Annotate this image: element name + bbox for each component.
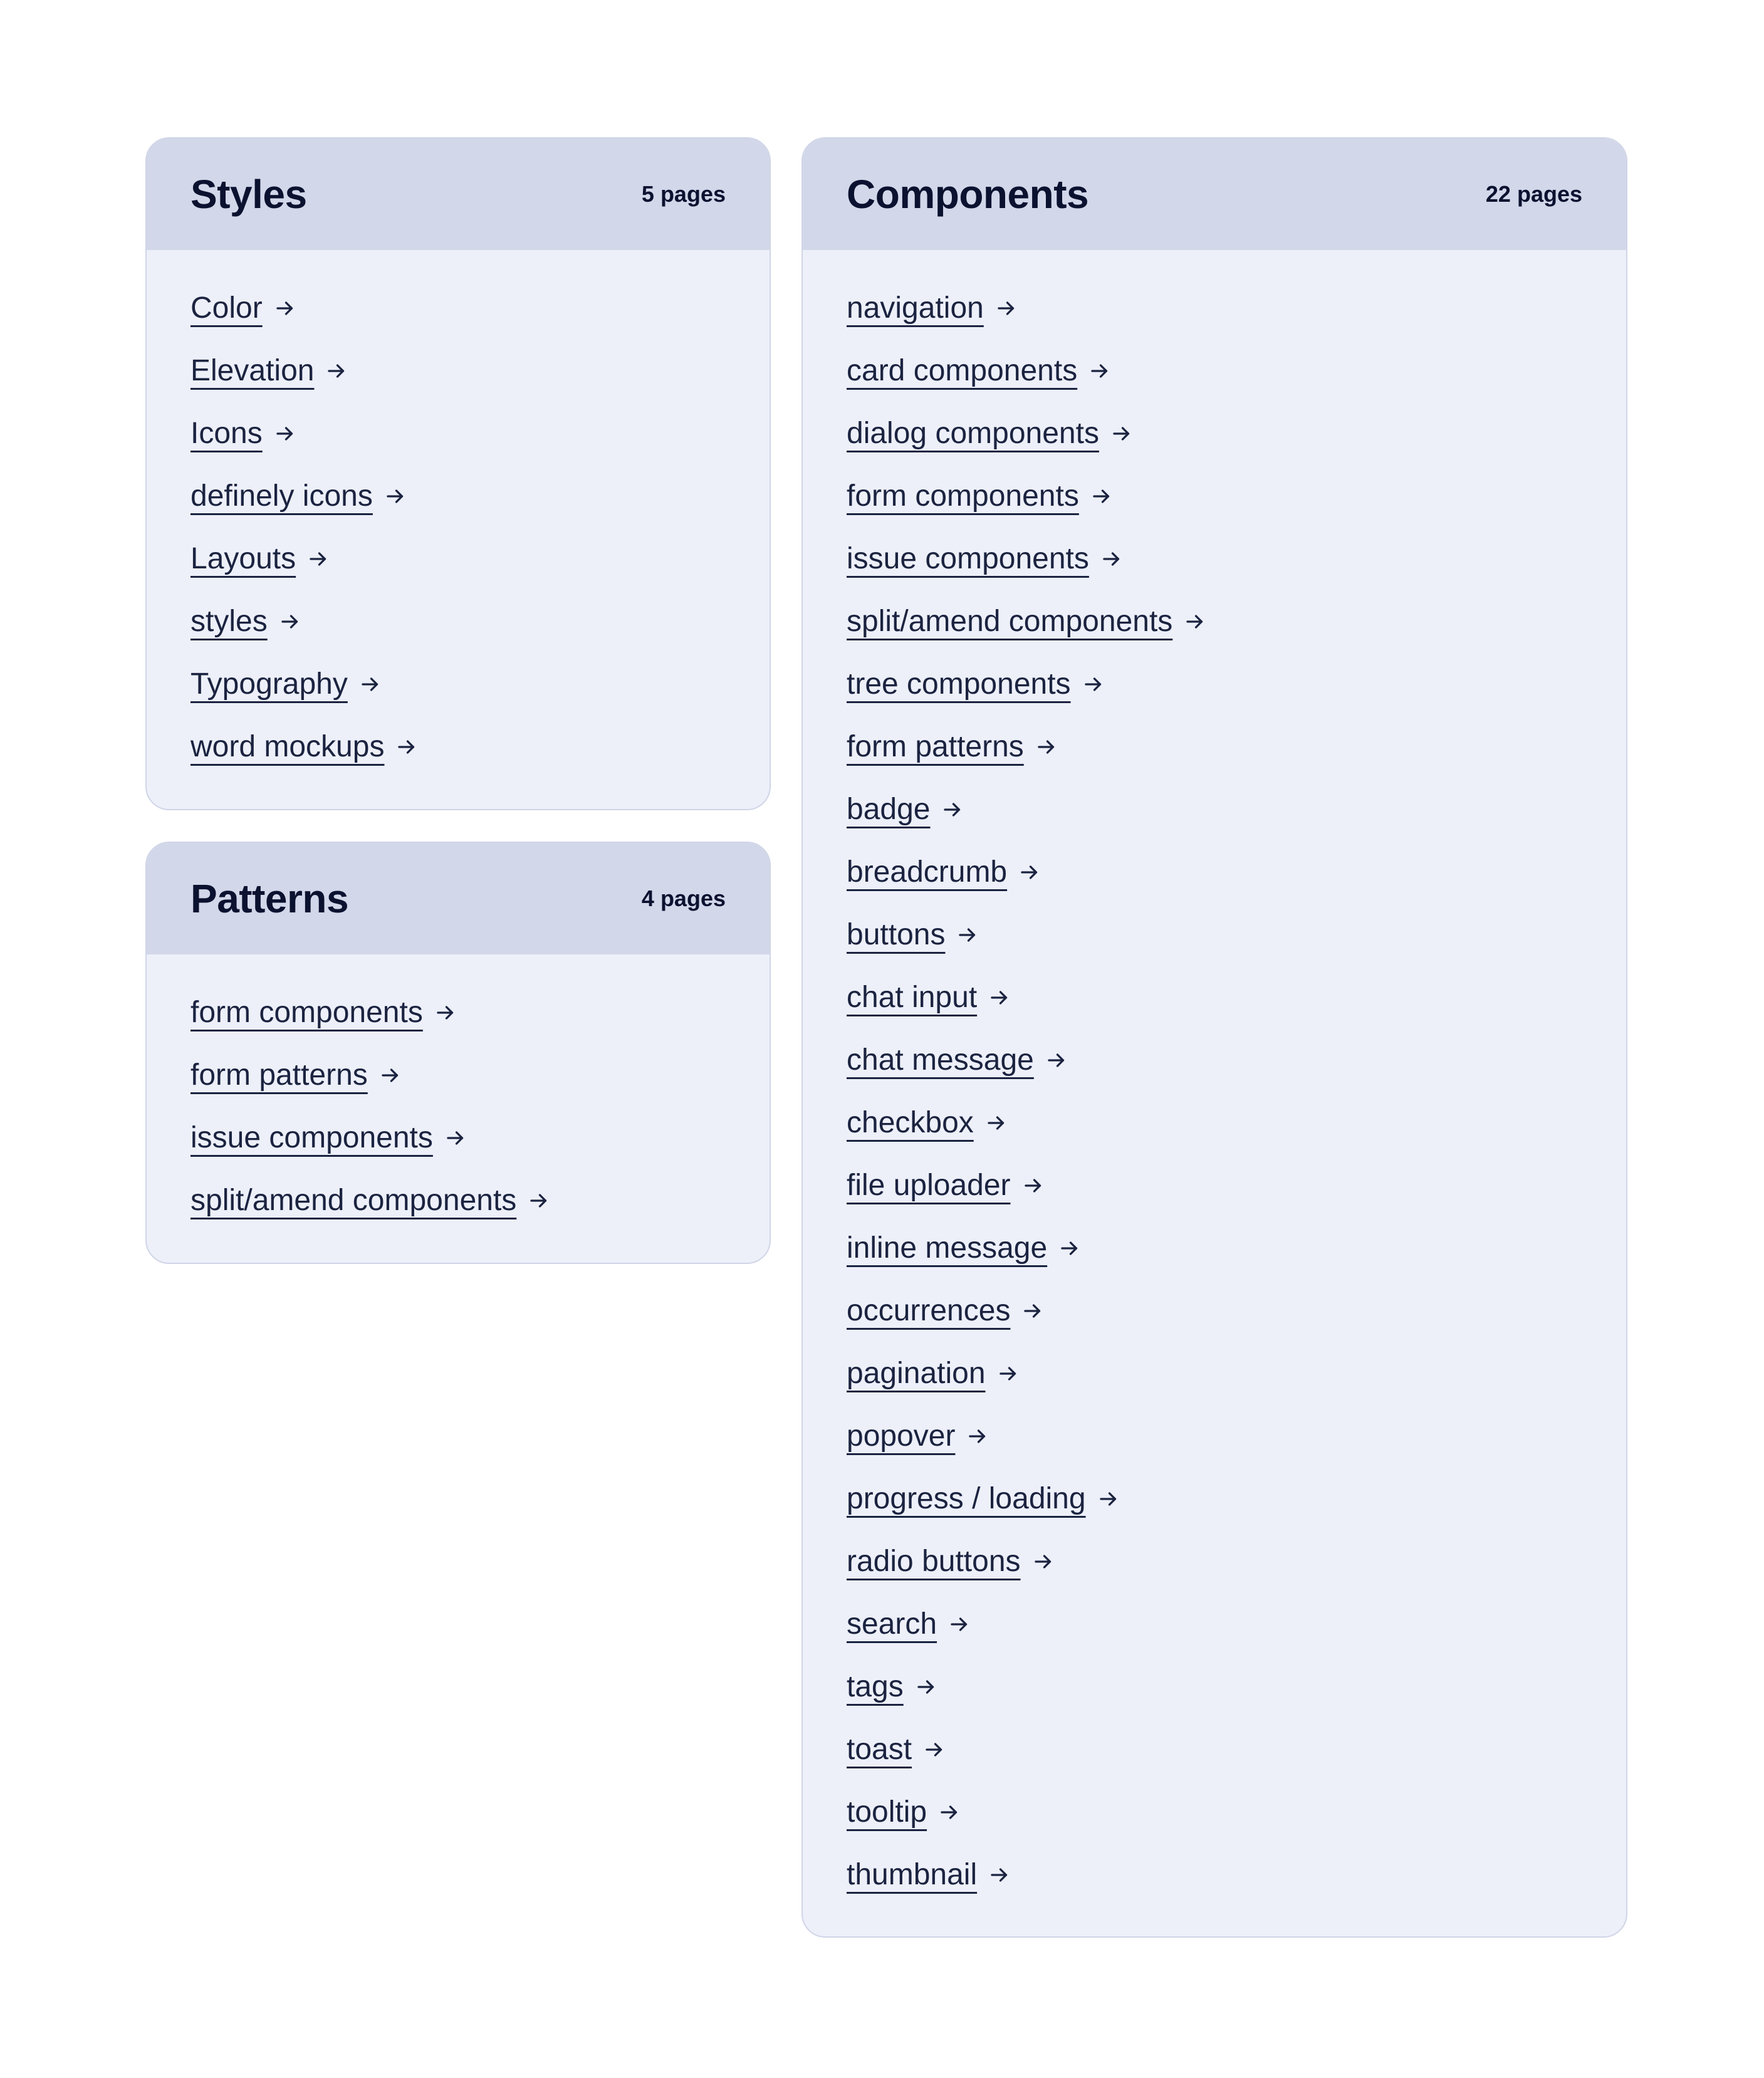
arrow-right-icon [1100,548,1123,570]
page-link-label: buttons [847,918,946,951]
list-item [190,1053,770,1116]
arrow-right-icon [923,1738,946,1761]
list-item [847,1414,1626,1477]
arrow-right-icon [1045,1049,1068,1072]
styles-card-header [147,138,770,250]
arrow-right-icon [988,986,1011,1009]
list-item [847,1038,1626,1101]
list-item [847,349,1626,412]
page-link-label: occurrences [847,1294,1011,1327]
list-item [847,976,1626,1038]
list-item [847,1477,1626,1540]
components-page-link[interactable] [847,1477,1120,1521]
components-page-link[interactable] [847,976,1011,1020]
styles-page-link[interactable] [190,537,330,581]
list-item [847,1790,1626,1853]
arrow-right-icon [1032,1550,1055,1573]
components-page-link[interactable] [847,1101,1008,1145]
patterns-card-title: Patterns [190,876,349,921]
list-item [190,349,770,412]
list-item [847,1352,1626,1414]
arrow-right-icon [1021,1300,1044,1322]
list-item [190,1116,770,1179]
arrow-right-icon [279,610,301,633]
arrow-right-icon [985,1112,1008,1134]
arrow-right-icon [1110,422,1133,445]
components-card-header [803,138,1626,250]
list-item [847,662,1626,725]
list-item [190,412,770,474]
components-page-link[interactable] [847,725,1058,769]
page-link-label: word mockups [190,730,385,763]
arrow-right-icon [938,1801,961,1824]
styles-card-title: Styles [190,172,307,217]
components-page-link[interactable] [847,1414,989,1458]
list-item [847,1665,1626,1728]
list-item [847,1728,1626,1790]
page-link-label: popover [847,1419,956,1453]
list-item [190,286,770,349]
styles-page-count: 5 pages [641,181,726,207]
arrow-right-icon [379,1064,402,1087]
arrow-right-icon [1058,1237,1081,1260]
page-link-label: toast [847,1733,912,1766]
components-page-link[interactable] [847,349,1111,393]
arrow-right-icon [325,360,348,382]
list-item [847,600,1626,662]
arrow-right-icon [941,798,964,821]
page-link-label: breadcrumb [847,855,1008,889]
arrow-right-icon [1184,610,1206,633]
arrow-right-icon [307,548,330,570]
page-link-label: chat message [847,1043,1034,1077]
page-link-label: card components [847,354,1078,387]
page-link-label: radio buttons [847,1545,1021,1578]
page-link-label: form components [190,996,423,1029]
components-page-link[interactable] [847,913,979,957]
arrow-right-icon [995,297,1018,320]
list-item [847,1226,1626,1289]
patterns-page-count: 4 pages [641,885,726,911]
components-page-link[interactable] [847,600,1206,644]
components-page-link[interactable] [847,1164,1045,1208]
page-link-label: Color [190,291,263,325]
list-item [847,1853,1626,1916]
page-link-label: form patterns [847,730,1024,763]
arrow-right-icon [1018,861,1041,884]
page-link-label: navigation [847,291,984,325]
page-link-label: dialog components [847,417,1099,450]
arrow-right-icon [274,422,296,445]
components-page-link[interactable] [847,1352,1020,1396]
page-link-label: tooltip [847,1795,927,1829]
patterns-page-link[interactable] [190,1053,402,1097]
components-page-link[interactable] [847,1602,971,1646]
components-page-link[interactable] [847,537,1123,581]
page-link-label: Icons [190,417,263,450]
styles-page-link[interactable] [190,600,301,644]
styles-page-link[interactable] [190,662,382,706]
arrow-right-icon [966,1425,989,1448]
arrow-right-icon [1090,485,1113,508]
list-item [847,1540,1626,1602]
arrow-right-icon [1088,360,1111,382]
page-link-label: issue components [190,1121,433,1154]
arrow-right-icon [948,1613,971,1636]
components-page-link[interactable] [847,474,1113,518]
components-page-link[interactable] [847,1728,946,1772]
components-page-link[interactable] [847,412,1133,456]
arrow-right-icon [1082,673,1105,696]
styles-page-link[interactable] [190,474,407,518]
arrow-right-icon [988,1864,1011,1886]
components-card-title: Components [847,172,1089,217]
page-link-label: Layouts [190,542,296,575]
patterns-page-link[interactable] [190,1179,550,1223]
components-page-link[interactable] [847,1226,1081,1270]
list-item [190,537,770,600]
arrow-right-icon [384,485,407,508]
components-page-link[interactable] [847,788,964,832]
patterns-link-list [147,954,770,1241]
page-link-label: pagination [847,1357,986,1390]
arrow-right-icon [915,1676,937,1698]
list-item [847,788,1626,850]
page-link-label: checkbox [847,1106,974,1139]
list-item [847,913,1626,976]
components-page-link[interactable] [847,850,1041,894]
components-page-count: 22 pages [1485,181,1582,207]
page-link-label: definely icons [190,479,373,513]
components-link-list [803,250,1626,1916]
page-link-label: form patterns [190,1058,368,1092]
list-item [847,537,1626,600]
components-page-link[interactable] [847,1038,1068,1082]
styles-page-link[interactable] [190,349,348,393]
page-link-label: tags [847,1670,904,1703]
arrow-right-icon [1022,1174,1045,1197]
components-page-link[interactable] [847,1790,961,1834]
components-page-link[interactable] [847,1289,1044,1333]
page-link-label: split/amend components [190,1184,517,1217]
page-link-label: search [847,1607,937,1641]
page-link-label: chat input [847,981,978,1014]
arrow-right-icon [434,1001,457,1024]
list-item [847,286,1626,349]
components-page-link[interactable] [847,286,1018,330]
list-item [847,1602,1626,1665]
list-item [190,600,770,662]
list-item [847,1164,1626,1226]
page-link-label: file uploader [847,1169,1011,1202]
list-item [847,725,1626,788]
list-item [190,662,770,725]
page-link-label: form components [847,479,1079,513]
components-page-link[interactable] [847,1853,1011,1897]
arrow-right-icon [1035,736,1058,758]
list-item [847,1289,1626,1352]
arrow-right-icon [1097,1488,1120,1510]
page-link-label: thumbnail [847,1858,978,1891]
arrow-right-icon [997,1362,1020,1385]
components-page-link[interactable] [847,1540,1055,1584]
page-link-label: progress / loading [847,1482,1086,1515]
page-link-label: Elevation [190,354,315,387]
arrow-right-icon [395,736,418,758]
list-item [847,474,1626,537]
arrow-right-icon [444,1127,467,1149]
components-card [801,137,1627,1938]
arrow-right-icon [528,1189,550,1212]
arrow-right-icon [274,297,296,320]
list-item [190,725,770,788]
arrow-right-icon [956,924,979,946]
patterns-page-link[interactable] [190,1116,467,1160]
list-item [847,412,1626,474]
patterns-page-link[interactable] [190,991,457,1035]
styles-page-link[interactable] [190,286,296,330]
styles-page-link[interactable] [190,412,296,456]
page-link-label: tree components [847,667,1071,701]
page-link-label: issue components [847,542,1089,575]
styles-card [145,137,771,810]
list-item [190,474,770,537]
list-item [847,1101,1626,1164]
page-link-label: badge [847,793,931,826]
arrow-right-icon [359,673,382,696]
page-link-label: inline message [847,1231,1048,1265]
components-page-link[interactable] [847,662,1105,706]
page-link-label: split/amend components [847,605,1173,638]
list-item [190,1179,770,1241]
list-item [190,991,770,1053]
styles-page-link[interactable] [190,725,418,769]
patterns-card-header [147,843,770,954]
patterns-card [145,842,771,1264]
page-link-label: Typography [190,667,348,701]
styles-link-list [147,250,770,788]
components-page-link[interactable] [847,1665,937,1709]
page-link-label: styles [190,605,268,638]
list-item [847,850,1626,913]
